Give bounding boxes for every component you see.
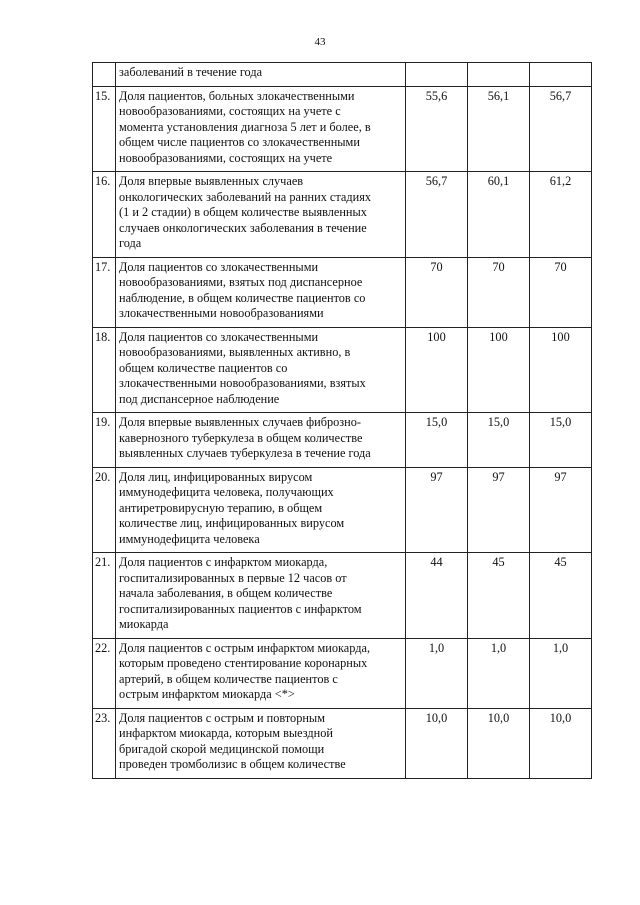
row-number: 18. (93, 327, 116, 413)
row-number: 17. (93, 257, 116, 327)
indicator-name-line: Доля пациентов со злокачественными (119, 259, 319, 274)
row-number: 23. (93, 708, 116, 778)
indicator-name-line: онкологических заболеваний на ранних стадиях (119, 189, 371, 204)
table-row (93, 257, 592, 327)
value-year-2: 70 (468, 257, 530, 327)
indicator-name-line: количестве лиц, инфицированных вирусом (119, 516, 345, 530)
value-year-1: 44 (406, 553, 468, 639)
value-year-3: 97 (530, 467, 592, 553)
value-year-1: 1,0 (406, 638, 468, 708)
value-year-1: 70 (406, 257, 468, 327)
indicator-name-line: начала заболевания, в общем количестве (119, 586, 333, 600)
value-year-3: 70 (530, 257, 592, 327)
indicator-name (116, 708, 406, 778)
indicator-name-line: проведен тромболизис в общем количестве (119, 757, 346, 771)
indicator-name-line: артерий, в общем количестве пациентов с (119, 671, 338, 686)
value-year-1: 97 (406, 467, 468, 553)
row-number: 21. (93, 553, 116, 639)
table-row (93, 638, 592, 708)
indicator-name-line: острым инфарктом миокарда <*> (119, 687, 295, 701)
indicator-name-line: новообразованиями, взятых под диспансерное (119, 275, 363, 289)
table-row (93, 327, 592, 413)
indicators-table (92, 62, 592, 779)
value-year-1: 55,6 (406, 86, 468, 172)
indicator-name (116, 257, 406, 327)
indicator-name: заболеваний в течение года (116, 63, 406, 87)
indicator-name-line: антиретровирусную терапию, в общем (119, 500, 323, 515)
indicator-name-line: (1 и 2 стадии) в общем количестве выявленных (119, 205, 367, 219)
row-number (93, 63, 116, 87)
value-year-2: 97 (468, 467, 530, 553)
indicator-name (116, 413, 406, 468)
table-row (93, 172, 592, 258)
indicator-name-line: злокачественными новообразованиями, взятых (119, 376, 366, 390)
table-row (93, 413, 592, 468)
value-year-1: 10,0 (406, 708, 468, 778)
indicator-name (116, 327, 406, 413)
indicator-name (116, 86, 406, 172)
indicator-name-line: Доля пациентов с острым и повторным (119, 710, 325, 725)
value-year-2: 60,1 (468, 172, 530, 258)
table-row-continuation (93, 63, 592, 87)
indicator-name-line: новообразованиями, состоящих на учете (119, 150, 333, 165)
indicator-name-line: инфарктом миокарда, которым выездной (119, 726, 333, 740)
indicator-name-line: иммунодефицита человека, получающих (119, 485, 334, 499)
value-year-3: 45 (530, 553, 592, 639)
indicator-name-line: общем количестве пациентов со (119, 360, 288, 375)
indicator-name-line: новообразованиями, состоящих на учете с (119, 104, 341, 118)
indicator-name-line: Доля пациентов с инфарктом миокарда, (119, 555, 328, 569)
indicator-name (116, 172, 406, 258)
value-year-3: 56,7 (530, 86, 592, 172)
indicator-name-line: Доля лиц, инфицированных вирусом (119, 469, 313, 484)
value-year-3: 10,0 (530, 708, 592, 778)
indicator-name-line: Доля пациентов, больных злокачественными (119, 88, 355, 103)
indicator-name-line: госпитализированных в первые 12 часов от (119, 570, 347, 585)
value-year-2: 15,0 (468, 413, 530, 468)
indicator-name-line: новообразованиями, выявленных активно, в (119, 345, 351, 359)
value-year-2: 1,0 (468, 638, 530, 708)
value-year-3: 15,0 (530, 413, 592, 468)
indicator-name-line: Доля пациентов с острым инфарктом миокарда, (119, 640, 371, 655)
row-number: 20. (93, 467, 116, 553)
indicator-name-line: года (119, 236, 142, 250)
indicator-name (116, 553, 406, 639)
indicator-name-line: Доля впервые выявленных случаев (119, 174, 304, 188)
value-year-2: 100 (468, 327, 530, 413)
indicator-name-line: госпитализированных пациентов с инфарктом (119, 601, 362, 616)
indicator-name-line: которым проведено стентирование коронарных (119, 656, 368, 670)
value-year-2 (468, 63, 530, 87)
indicator-name-line: случаев онкологических заболевания в течение (119, 220, 367, 235)
indicator-name-line: Доля впервые выявленных случаев фиброзно- (119, 415, 361, 429)
indicator-name (116, 638, 406, 708)
page-number: 43 (314, 36, 326, 48)
value-year-1 (406, 63, 468, 87)
table-row (93, 553, 592, 639)
indicator-name (116, 467, 406, 553)
indicator-name-line: выявленных случаев туберкулеза в течение года (119, 446, 371, 460)
indicator-name-line: кавернозного туберкулеза в общем количестве (119, 430, 363, 445)
value-year-3 (530, 63, 592, 87)
value-year-1: 100 (406, 327, 468, 413)
indicator-name-line: Доля пациентов со злокачественными (119, 329, 319, 344)
indicators-table-body (93, 63, 592, 779)
row-number: 19. (93, 413, 116, 468)
table-row (93, 467, 592, 553)
indicator-name-line: наблюдение, в общем количестве пациентов со (119, 290, 366, 305)
indicator-name-line: бригадой скорой медицинской помощи (119, 741, 325, 756)
row-number: 22. (93, 638, 116, 708)
indicator-name-line: миокарда (119, 617, 169, 631)
indicator-name-line: общем числе пациентов со злокачественными (119, 135, 360, 149)
row-number: 15. (93, 86, 116, 172)
value-year-1: 56,7 (406, 172, 468, 258)
indicator-name-line: иммунодефицита человека (119, 531, 260, 546)
table-row (93, 708, 592, 778)
indicator-name-line: момента установления диагноза 5 лет и более, в (119, 119, 371, 134)
table-row (93, 86, 592, 172)
value-year-1: 15,0 (406, 413, 468, 468)
value-year-3: 61,2 (530, 172, 592, 258)
indicator-name-line: злокачественными новообразованиями (119, 306, 324, 320)
value-year-2: 10,0 (468, 708, 530, 778)
value-year-3: 100 (530, 327, 592, 413)
value-year-2: 45 (468, 553, 530, 639)
value-year-3: 1,0 (530, 638, 592, 708)
value-year-2: 56,1 (468, 86, 530, 172)
row-number: 16. (93, 172, 116, 258)
indicator-name-line: под диспансерное наблюдение (119, 391, 280, 406)
